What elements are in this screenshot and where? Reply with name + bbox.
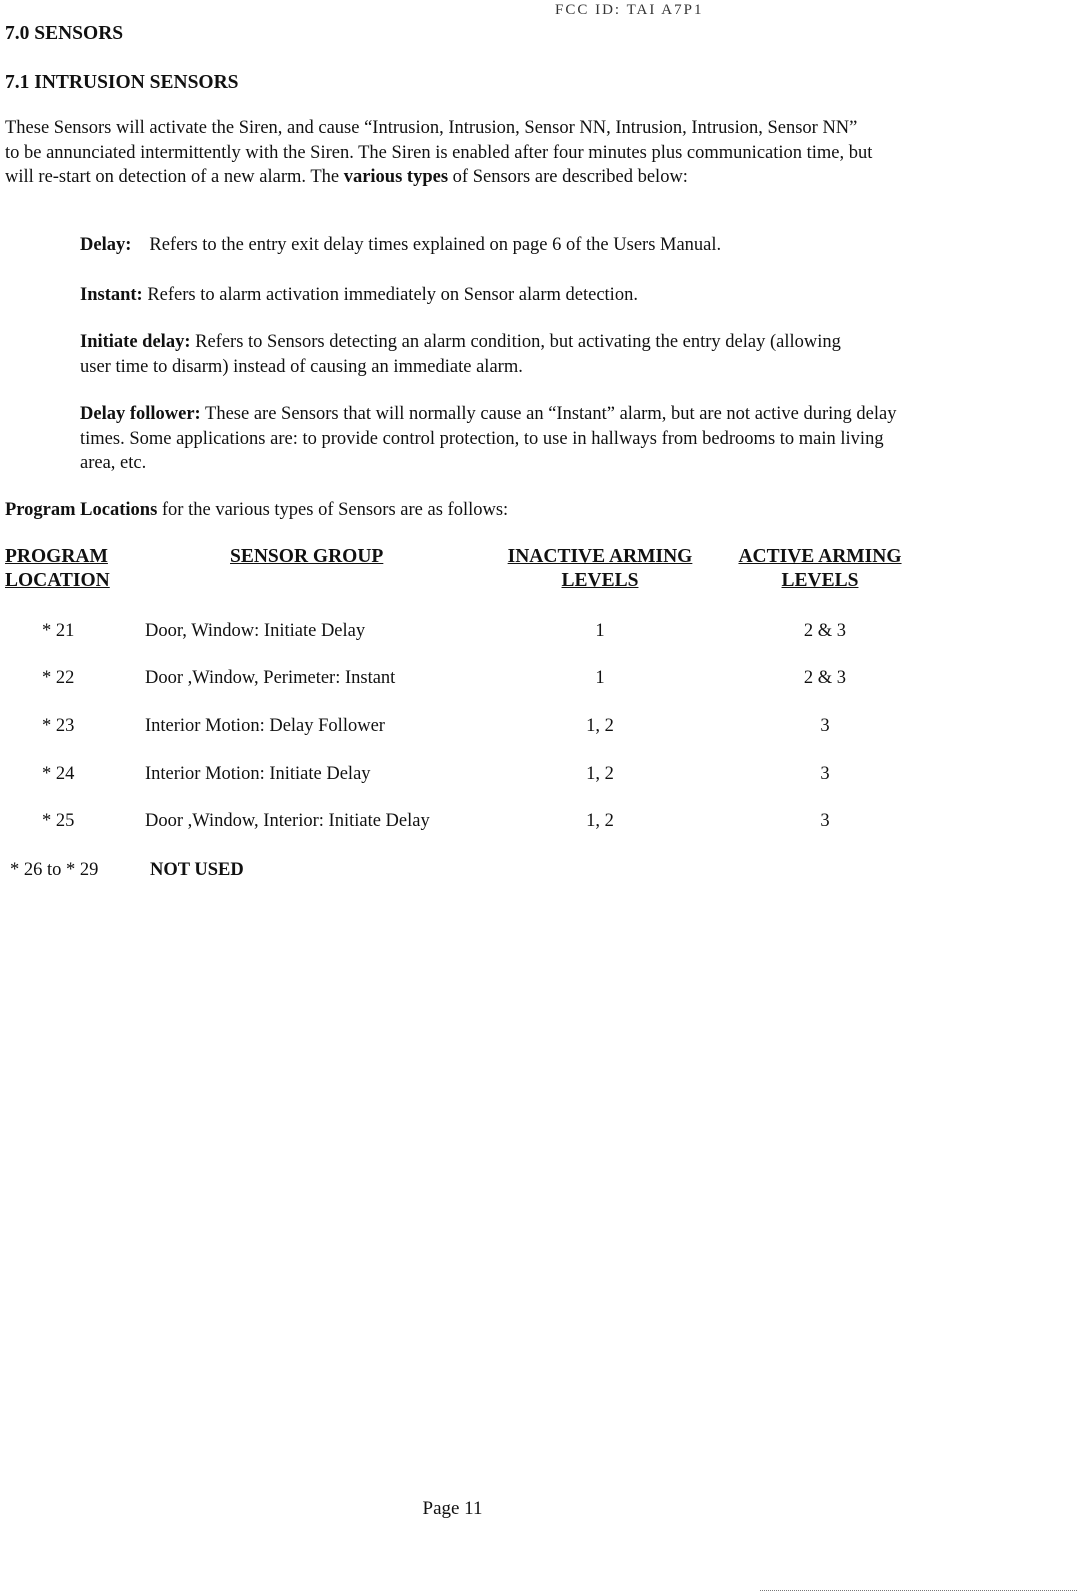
row-sensor-group: Door ,Window, Interior: Initiate Delay: [145, 811, 430, 831]
definition-text: These are Sensors that will normally cause an “Instant” alarm, but are not active during delay times. Some applications are: to provide control protection, to use in hallways from bedrooms to main living area, etc.: [80, 404, 897, 473]
definition-text: Refers to alarm activation immediately on Sensor alarm detection.: [142, 285, 638, 305]
definition-instant: [80, 283, 900, 308]
definition-initiate-delay: [80, 330, 870, 379]
row-active-levels: 2 & 3: [803, 621, 847, 641]
definition-delay-follower: [80, 402, 910, 476]
definition-term: Initiate delay:: [80, 332, 191, 352]
intro-text-2: of Sensors are described below:: [448, 167, 688, 187]
row-inactive-levels: 1, 2: [586, 716, 614, 736]
program-locations-bold: Program Locations: [5, 500, 158, 520]
row-not-used: NOT USED: [150, 860, 244, 880]
scan-edge-divider: [760, 1590, 1077, 1591]
row-inactive-levels: 1, 2: [586, 764, 614, 784]
page-number: Page 11: [422, 1498, 483, 1519]
header-active-arming: ACTIVE ARMING: [738, 546, 902, 567]
row-active-levels: 3: [820, 764, 830, 784]
row-location: * 23: [42, 716, 75, 736]
row-location: * 22: [42, 668, 75, 688]
row-sensor-group: Door ,Window, Perimeter: Instant: [145, 668, 396, 688]
subsection-title: 7.1 INTRUSION SENSORS: [5, 72, 239, 93]
row-sensor-group: Interior Motion: Delay Follower: [145, 716, 385, 736]
header-inactive-levels: LEVELS: [561, 570, 639, 591]
intro-bold: various types: [343, 167, 449, 187]
definition-text: Refers to Sensors detecting an alarm condition, but activating the entry delay (allowing user time to disarm) instead of causing an immediate alarm.: [80, 332, 841, 377]
section-title: 7.0 SENSORS: [5, 23, 124, 44]
header-location: LOCATION: [5, 570, 110, 591]
intro-paragraph: [5, 116, 875, 190]
row-sensor-group: Door, Window: Initiate Delay: [145, 621, 366, 641]
row-active-levels: 3: [820, 716, 830, 736]
row-location: * 26 to * 29: [10, 860, 99, 880]
row-inactive-levels: 1: [595, 668, 605, 688]
header-program: PROGRAM: [5, 546, 108, 567]
definition-term: Delay follower:: [80, 404, 201, 424]
row-inactive-levels: 1, 2: [586, 811, 614, 831]
row-location: * 21: [42, 621, 75, 641]
header-active-levels: LEVELS: [781, 570, 859, 591]
row-location: * 24: [42, 764, 75, 784]
fcc-id: FCC ID: TAI A7P1: [555, 2, 704, 18]
row-active-levels: 3: [820, 811, 830, 831]
definition-term: Instant:: [80, 285, 143, 305]
program-locations-text: for the various types of Sensors are as follows:: [157, 500, 509, 520]
program-locations-line: [5, 498, 905, 523]
header-sensor-group: SENSOR GROUP: [230, 546, 384, 567]
header-inactive-arming: INACTIVE ARMING: [507, 546, 693, 567]
definition-delay: [80, 233, 900, 258]
intro-text-1: These Sensors will activate the Siren, and cause “Intrusion, Intrusion, Sensor NN, Intrusion, Intrusion, Sensor NN” to be annunciated intermittently with the Siren. The Siren is enabled after four minutes plus communication time, but will re-start on detection of a new alarm. The: [5, 118, 873, 187]
definition-term: Delay:: [80, 235, 132, 255]
row-sensor-group: Interior Motion: Initiate Delay: [145, 764, 371, 784]
row-active-levels: 2 & 3: [803, 668, 847, 688]
definition-text: Refers to the entry exit delay times explained on page 6 of the Users Manual.: [149, 235, 722, 255]
row-inactive-levels: 1: [595, 621, 605, 641]
row-location: * 25: [42, 811, 75, 831]
